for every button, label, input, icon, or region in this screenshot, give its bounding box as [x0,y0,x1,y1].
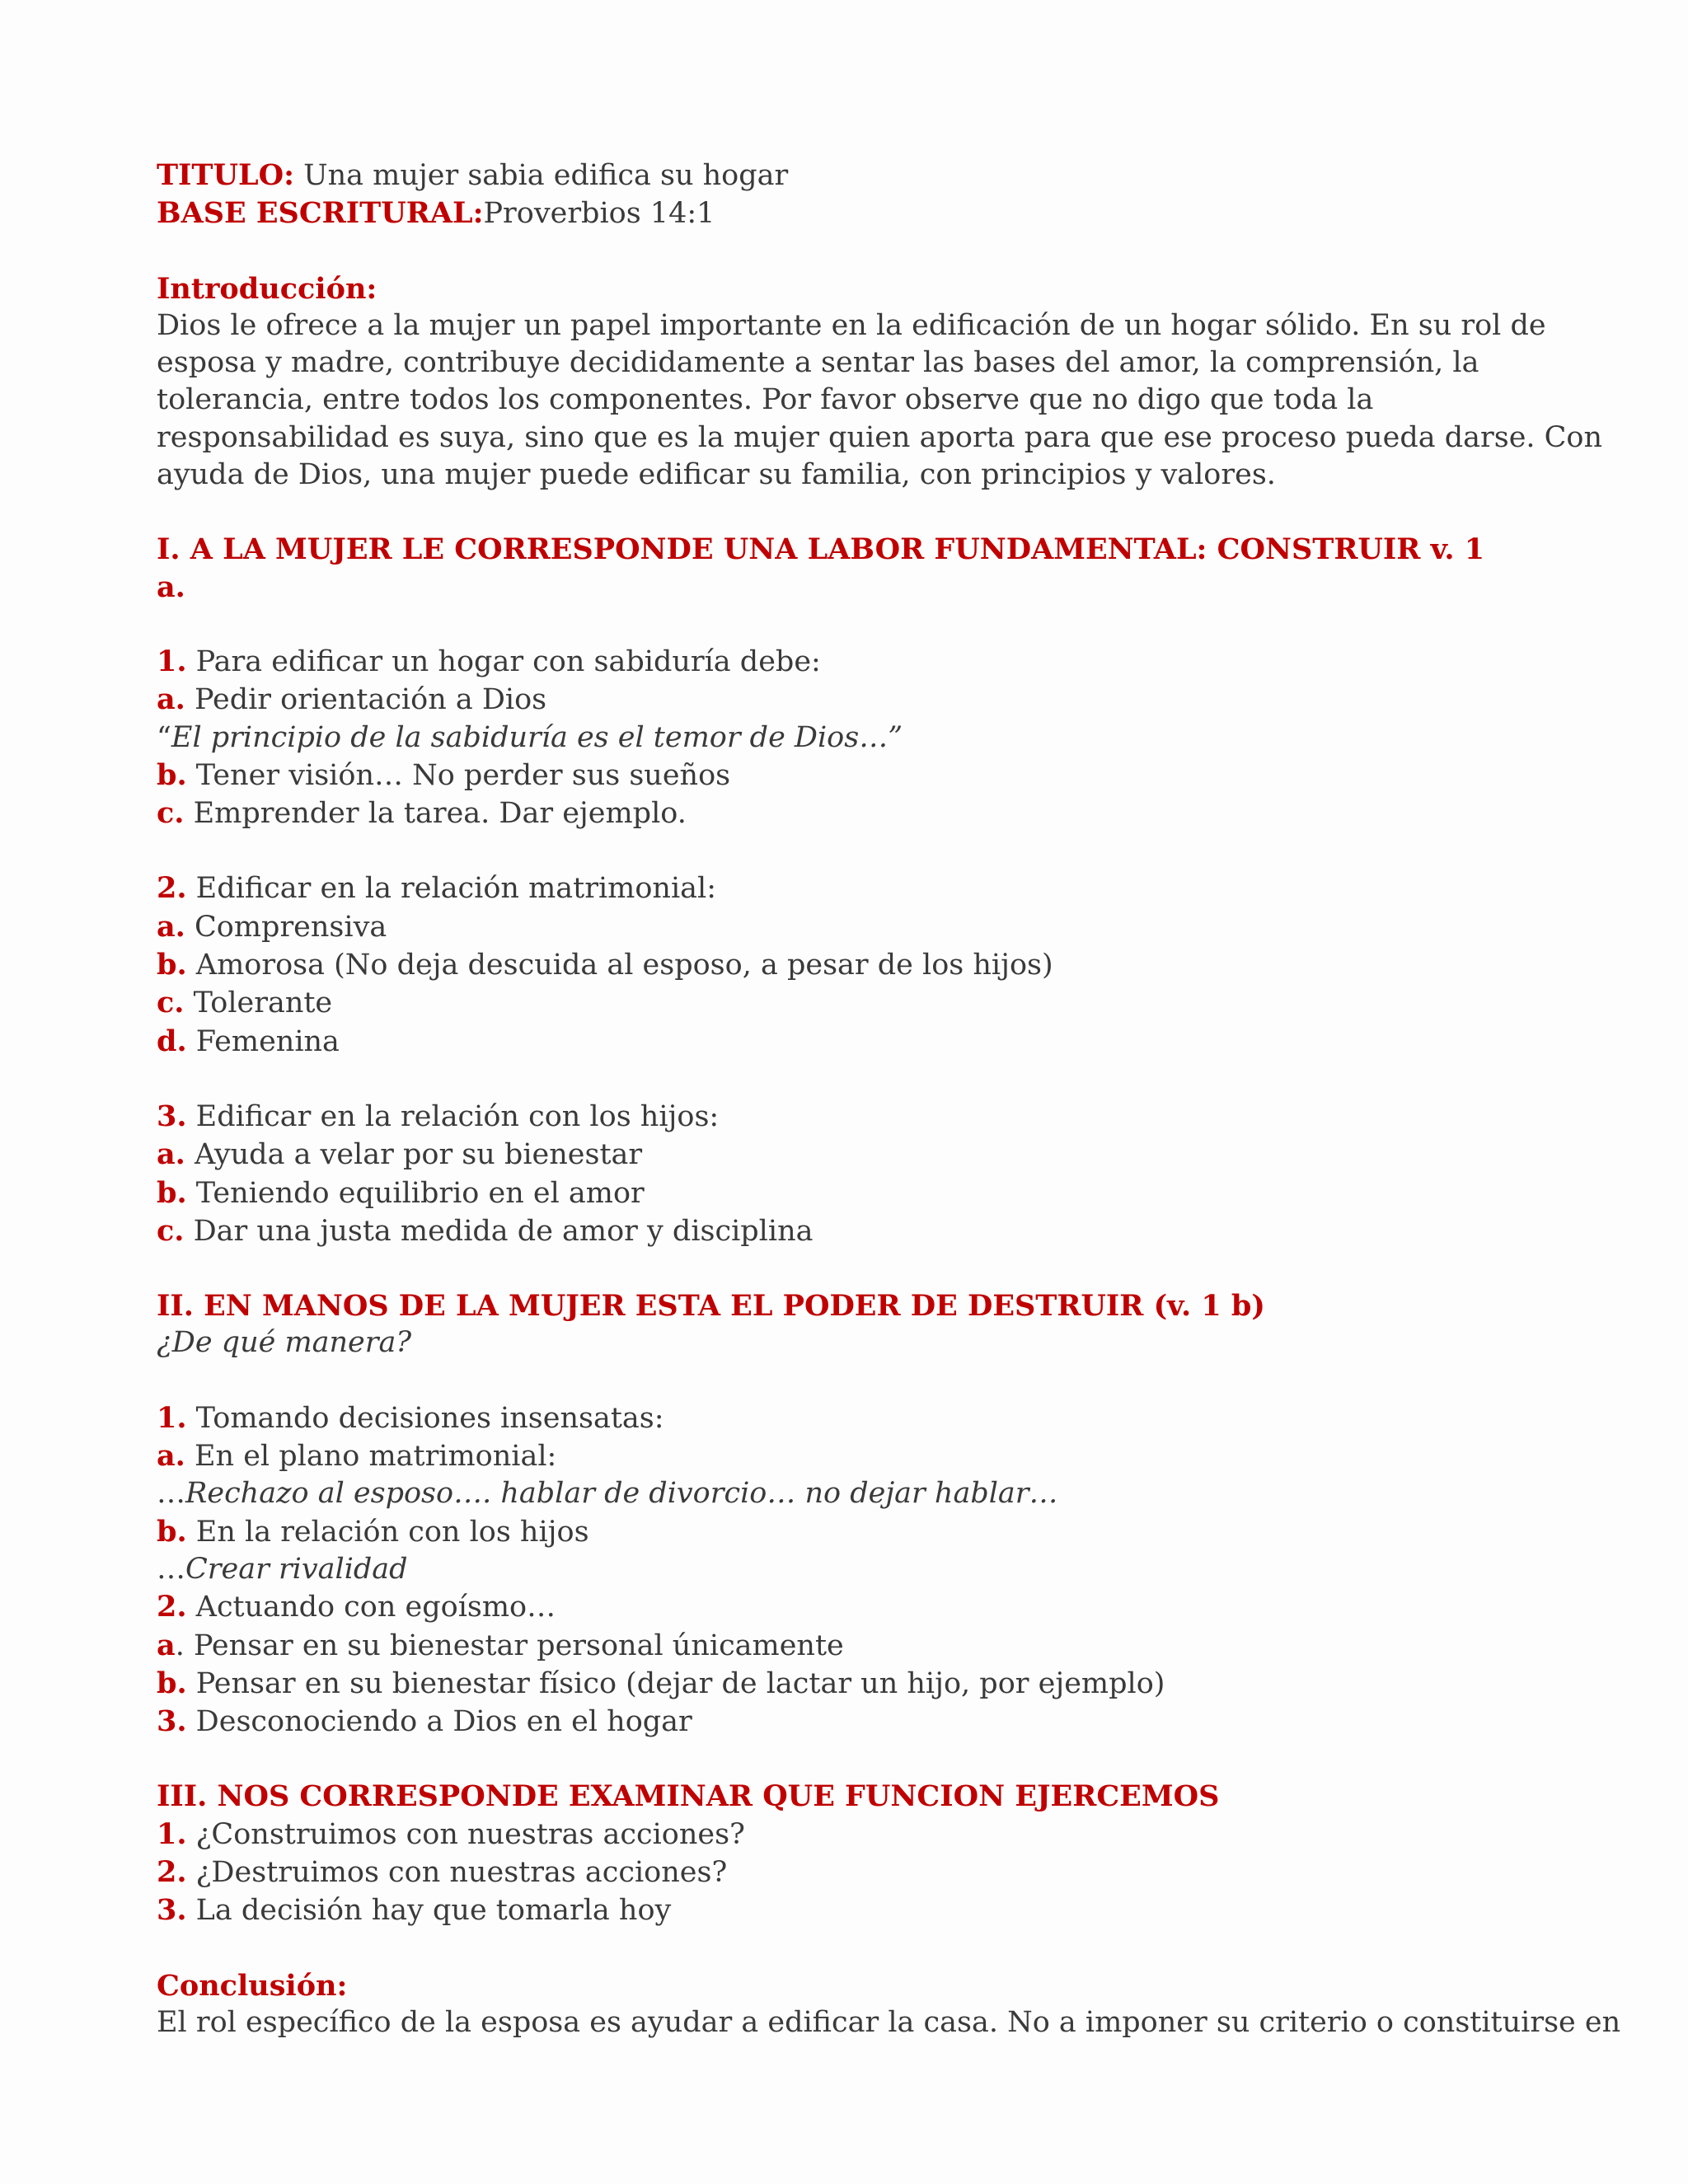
conclusion-line: El rol específico de la esposa es ayudar a edificar la casa. No a imponer su criterio o constituirse en [157,2005,1621,2039]
base-value: Proverbios 14:1 [483,197,715,231]
document-body [157,157,1621,2041]
quote-line: “El principio de la sabiduría es el temor de Dios…” [157,720,903,754]
spacer [157,1362,1558,1399]
sub-item: a. Pensar en su bienestar personal únicamente [157,1628,844,1662]
point-item: 1. Tomando decisiones insensatas: [157,1400,664,1435]
base-label: BASE ESCRITURAL: [157,196,484,231]
sub-item: b. Tener visión… No perder sus sueños [157,757,731,792]
sub-item: b. Pensar en su bienestar físico (dejar de lactar un hijo, por ejemplo) [157,1666,1165,1700]
section-1-heading-cont: a. [157,569,185,604]
sub-item: a. En el plano matrimonial: [157,1439,557,1474]
spacer [157,1930,1558,1967]
section-3-heading: III. NOS CORRESPONDE EXAMINAR QUE FUNCION EJERCEMOS [157,1779,1220,1814]
introduction-line: Dios le ofrece a la mujer un papel importante en la edificación de un hogar sólido. En su rol de [157,308,1546,342]
introduction-line: tolerancia, entre todos los componentes. Por favor observe que no digo que toda la [157,383,1374,417]
point-item: 3. La decisión hay que tomarla hoy [157,1893,672,1928]
spacer [157,1741,1558,1778]
note-line: …Crear rivalidad [157,1552,408,1586]
point-item: 3. Edificar en la relación con los hijos: [157,1099,720,1133]
sub-item: c. Emprender la tarea. Dar ejemplo. [157,796,687,831]
sub-item: c. Tolerante [157,986,333,1020]
spacer [157,1061,1558,1098]
spacer [157,1250,1558,1287]
note-line: …Rechazo al esposo…. hablar de divorcio… no dejar hablar… [157,1477,1058,1511]
title-value: Una mujer sabia edifica su hogar [294,159,789,192]
section-2-subtitle: ¿De qué manera? [157,1326,412,1360]
base-line [157,194,1558,232]
conclusion-heading: Conclusión: [157,1968,348,2003]
section-1-heading: I. A LA MUJER LE CORRESPONDE UNA LABOR FUNDAMENTAL: CONSTRUIR v. 1 [157,532,1485,567]
sub-item: b. Teniendo equilibrio en el amor [157,1175,645,1210]
spacer [157,494,1558,531]
spacer [157,832,1558,869]
title-label: TITULO: [157,158,295,192]
point-item: 2. ¿Destruimos con nuestras acciones? [157,1854,728,1889]
sub-item: a. Ayuda a velar por su bienestar [157,1137,643,1172]
point-item: 3. Desconociendo a Dios en el hogar [157,1704,692,1739]
point-item: 1. ¿Construimos con nuestras acciones? [157,1816,745,1851]
introduction-line: ayuda de Dios, una mujer puede edificar su familia, con principios y valores. [157,458,1276,492]
sub-item: a. Pedir orientación a Dios [157,682,547,717]
introduction-heading: Introducción: [157,271,377,306]
point-item: 2. Edificar en la relación matrimonial: [157,871,716,906]
sub-item: c. Dar una justa medida de amor y disciplina [157,1213,814,1248]
title-line [157,157,1558,194]
introduction-line: responsabilidad es suya, sino que es la mujer quien aporta para que ese proceso pueda darse. Con [157,420,1603,454]
spacer [157,233,1558,270]
point-item: 2. Actuando con egoísmo… [157,1590,556,1624]
sub-item: b. Amorosa (No deja descuida al esposo, a pesar de los hijos) [157,948,1053,982]
introduction-line: esposa y madre, contribuye decididamente a sentar las bases del amor, la comprensión, la [157,346,1479,380]
point-item: 1. Para edificar un hogar con sabiduría debe: [157,644,821,678]
spacer [157,606,1558,643]
sub-item: d. Femenina [157,1024,340,1058]
section-2-heading: II. EN MANOS DE LA MUJER ESTA EL PODER DE DESTRUIR (v. 1 b) [157,1289,1265,1324]
sub-item: b. En la relación con los hijos [157,1514,589,1549]
sub-item: a. Comprensiva [157,909,387,944]
